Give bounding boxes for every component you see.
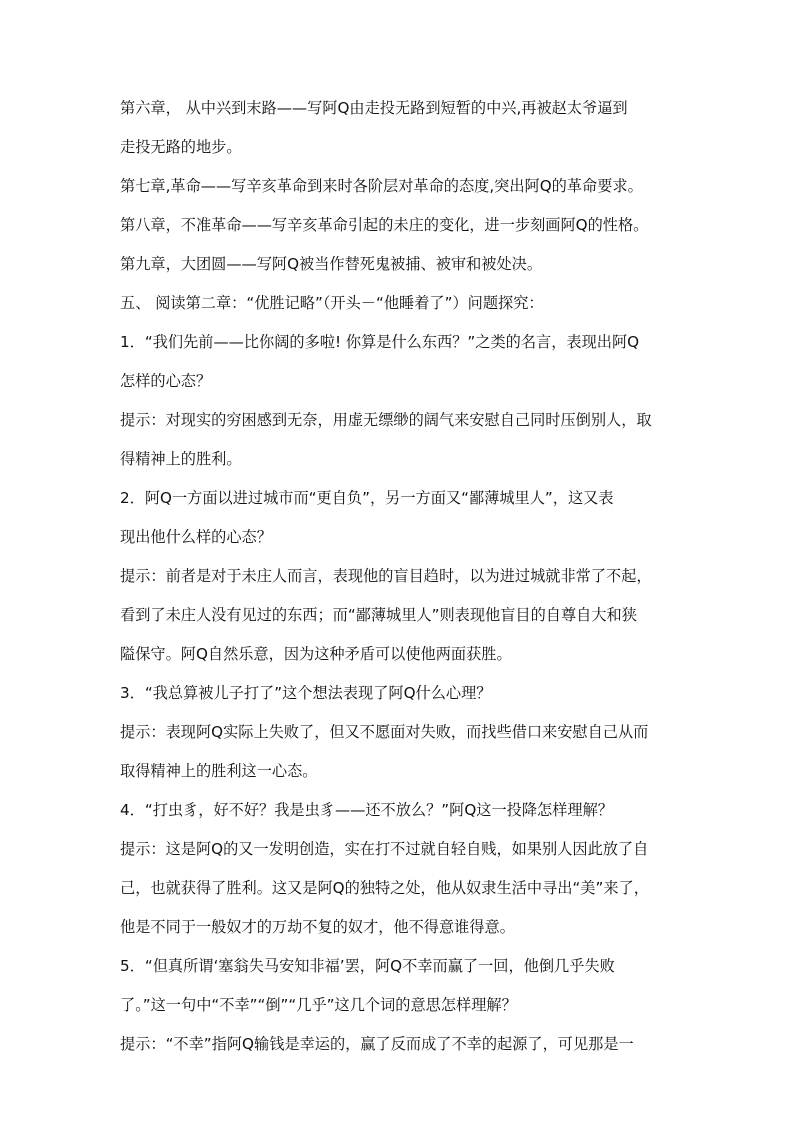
hint-line: 提示：表现阿Q实际上失败了，但又不愿面对失败，而找些借口来安慰自己从而 [120,723,649,741]
hint-line: 看到了未庄人没有见过的东西；而“鄙薄城里人”则表现他盲目的自尊自大和狭 [120,606,637,624]
question-5 [120,950,682,1022]
chapter-9-summary [120,248,682,281]
hint-line: 隘保守。阿Q自然乐意，因为这种矛盾可以使他两面获胜。 [120,645,512,663]
question-3 [120,677,682,710]
question-line: 怎样的心态？ [120,372,212,390]
question-1 [120,326,682,398]
hint-line: 提示：“不幸”指阿Q输钱是幸运的，赢了反而成了不幸的起源了，可见那是一 [120,1035,634,1053]
text-line: 走投无路的地步。 [120,138,242,156]
question-line: 现出他什么样的心态？ [120,528,272,546]
section-heading: 五、 阅读第二章：“优胜记略”（开头－“他睡着了”）问题探究： [120,294,544,312]
text-line: 第八章，不准革命——写辛亥革命引起的未庄的变化，进一步刻画阿Q的性格。 [120,216,649,234]
question-line: 了。”这一句中“不幸”“倒”“几乎”这几个词的意思怎样理解？ [120,996,517,1014]
question-line: 3．“我总算被儿子打了”这个想法表现了阿Q什么心理？ [120,684,492,702]
chapter-7-summary [120,170,682,203]
question-line: 4．“打虫豸，好不好？我是虫豸——还不放么？”阿Q这一投降怎样理解？ [120,801,613,819]
document-page [120,92,682,1061]
hint-line: 提示：前者是对于未庄人而言，表现他的盲目趋时，以为进过城就非常了不起， [120,567,652,585]
question-line: 5．“但真所谓‘塞翁失马安知非福’罢，阿Q不幸而赢了一回，他倒几乎失败 [120,957,615,975]
text-line: 第七章,革命——写辛亥革命到来时各阶层对革命的态度,突出阿Q的革命要求。 [120,177,643,195]
hint-4 [120,833,682,944]
text-line: 第六章， 从中兴到末路——写阿Q由走投无路到短暂的中兴,再被赵太爷逼到 [120,99,628,117]
hint-5 [120,1028,682,1061]
hint-line: 取得精神上的胜利这一心态。 [120,762,318,780]
hint-line: 他是不同于一般奴才的万劫不复的奴才，他不得意谁得意。 [120,918,515,936]
hint-line: 己，也就获得了胜利。这又是阿Q的独特之处，他从奴隶生活中寻出“美”来了， [120,879,649,897]
hint-2 [120,560,682,671]
chapter-8-summary [120,209,682,242]
question-4 [120,794,682,827]
hint-line: 提示：这是阿Q的又一发明创造，实在打不过就自轻自贱，如果别人因此放了自 [120,840,649,858]
question-line: 1．“我们先前——比你阔的多啦! 你算是什么东西？”之类的名言，表现出阿Q [120,333,640,351]
question-line: 2．阿Q一方面以进过城市而“更自负”，另一方面又“鄙薄城里人”，这又表 [120,489,614,507]
chapter-6-summary [120,92,682,164]
hint-1 [120,404,682,476]
question-2 [120,482,682,554]
text-line: 第九章，大团圆——写阿Q被当作替死鬼被捕、被审和被处决。 [120,255,543,273]
hint-3 [120,716,682,788]
hint-line: 得精神上的胜利。 [120,450,242,468]
hint-line: 提示：对现实的穷困感到无奈，用虚无缥缈的阔气来安慰自己同时压倒别人，取 [120,411,652,429]
